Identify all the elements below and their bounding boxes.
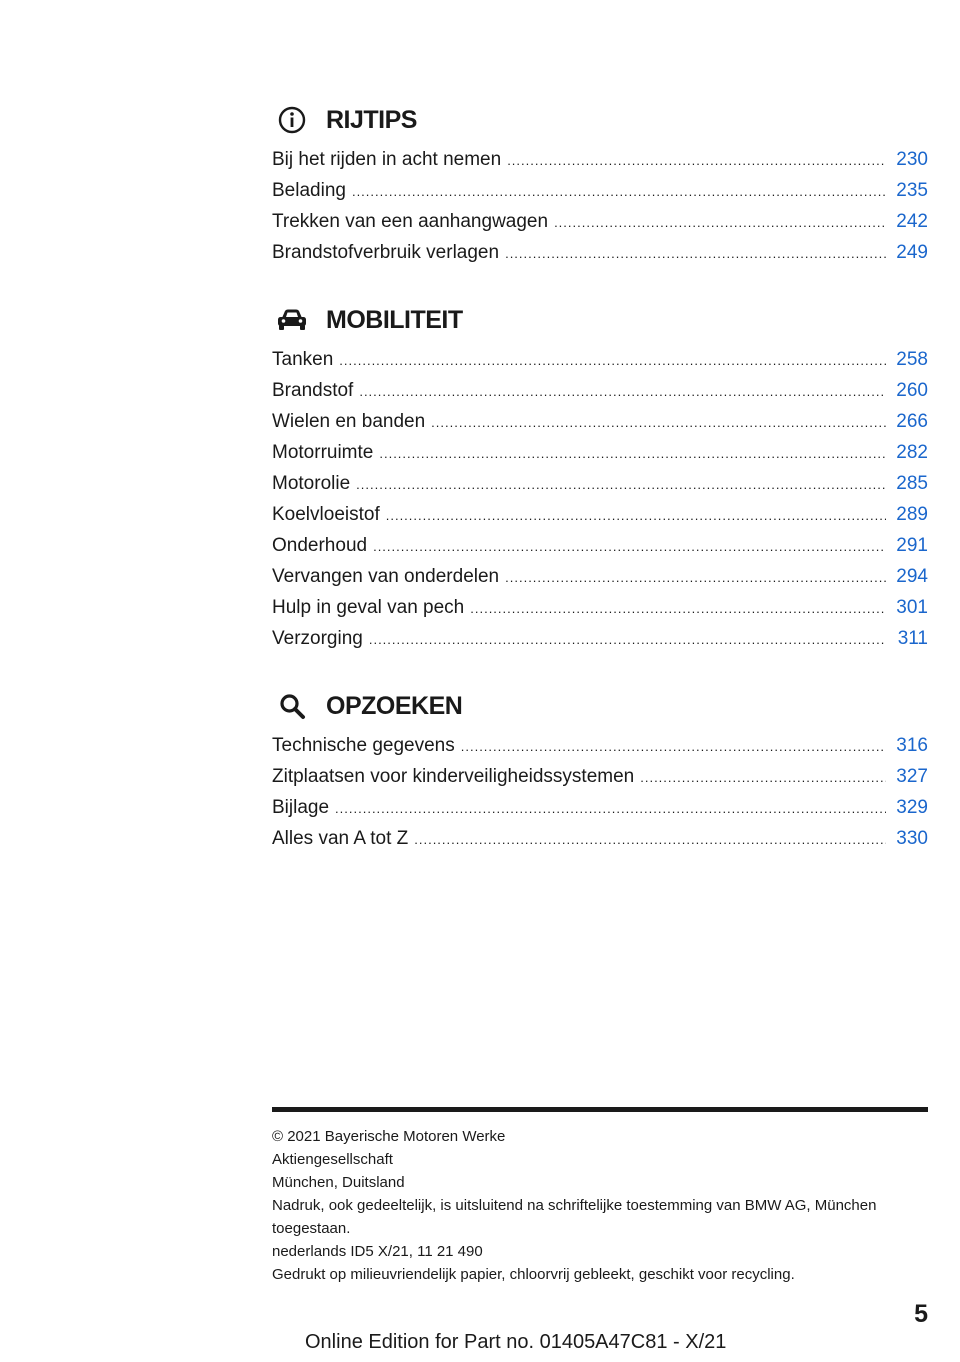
toc-page-link[interactable]: 285: [896, 473, 928, 494]
section-header: [272, 300, 928, 340]
dot-leader: [414, 824, 886, 855]
dot-leader: [369, 624, 886, 655]
toc-page-link[interactable]: 282: [896, 442, 928, 463]
dot-leader: [505, 562, 886, 593]
toc-entry-label: Technische gegevens: [272, 735, 455, 756]
car-icon: [272, 300, 312, 340]
dot-leader: [431, 407, 886, 438]
toc-entry[interactable]: [272, 344, 928, 375]
toc-page-link[interactable]: 311: [897, 628, 928, 649]
imprint-company: Aktiengesellschaft: [272, 1151, 393, 1168]
dot-leader: [640, 762, 886, 793]
section-mobiliteit: [272, 300, 928, 654]
toc-entry-label: Bijlage: [272, 797, 330, 818]
toc-entry-label: Trekken van een aanhangwagen: [272, 211, 549, 232]
toc-entry[interactable]: [272, 437, 928, 468]
dot-leader: [461, 731, 886, 762]
info-icon: [272, 100, 312, 140]
toc-entry[interactable]: [272, 375, 928, 406]
toc-entry-label: Vervangen van onderdelen: [272, 566, 500, 587]
imprint: [272, 1125, 928, 1286]
toc-entry-label: Motorruimte: [272, 442, 374, 463]
toc-entry[interactable]: [272, 237, 928, 268]
toc-entry[interactable]: [272, 623, 928, 654]
imprint-notice: Nadruk, ook gedeeltelijk, is uitsluitend na schriftelijke toestemming van BMW AG, München toegestaan.: [272, 1197, 877, 1237]
section-header: [272, 686, 928, 726]
toc-entry[interactable]: [272, 144, 928, 175]
toc-entry-label: Tanken: [272, 349, 334, 370]
toc-page-link[interactable]: 301: [896, 597, 928, 618]
dot-leader: [470, 593, 886, 624]
imprint-paper: Gedrukt op milieuvriendelijk papier, chloorvrij gebleekt, geschikt voor recycling.: [272, 1266, 795, 1283]
toc-entry-label: Verzorging: [272, 628, 363, 649]
dot-leader: [505, 238, 886, 269]
imprint-copyright: © 2021 Bayerische Motoren Werke: [272, 1128, 506, 1145]
section-opzoeken: [272, 686, 928, 854]
toc-entry-label: Alles van A tot Z: [272, 828, 409, 849]
table-of-contents: [272, 100, 928, 886]
toc-page-link[interactable]: 316: [896, 735, 928, 756]
imprint-location: München, Duitsland: [272, 1174, 405, 1191]
toc-entry-label: Hulp in geval van pech: [272, 597, 465, 618]
toc-entry-label: Onderhoud: [272, 535, 368, 556]
dot-leader: [507, 145, 886, 176]
toc-entry[interactable]: [272, 530, 928, 561]
toc-entry[interactable]: [272, 823, 928, 854]
dot-leader: [335, 793, 886, 824]
search-icon: [272, 686, 312, 726]
footer-divider: [272, 1107, 928, 1112]
toc-page-link[interactable]: 258: [896, 349, 928, 370]
toc-entry-label: Motorolie: [272, 473, 351, 494]
section-title: OPZOEKEN: [326, 691, 463, 720]
dot-leader: [554, 207, 886, 238]
toc-entry[interactable]: [272, 206, 928, 237]
toc-entry[interactable]: [272, 730, 928, 761]
toc-entry-label: Zitplaatsen voor kinderveiligheidssystemen: [272, 766, 635, 787]
section-header: [272, 100, 928, 140]
toc-page-link[interactable]: 330: [896, 828, 928, 849]
toc-page-link[interactable]: 235: [896, 180, 928, 201]
toc-entry-label: Brandstofverbruik verlagen: [272, 242, 500, 263]
toc-page-link[interactable]: 329: [896, 797, 928, 818]
toc-entry[interactable]: [272, 761, 928, 792]
toc-page-link[interactable]: 266: [896, 411, 928, 432]
toc-entry[interactable]: [272, 592, 928, 623]
toc-entry-label: Belading: [272, 180, 346, 201]
section-title: RIJTIPS: [326, 105, 417, 134]
section-title: MOBILITEIT: [326, 305, 463, 334]
toc-page-link[interactable]: 260: [896, 380, 928, 401]
toc-entry[interactable]: [272, 406, 928, 437]
toc-entry-label: Brandstof: [272, 380, 354, 401]
toc-entry-label: Koelvloeistof: [272, 504, 380, 525]
dot-leader: [379, 438, 886, 469]
toc-page-link[interactable]: 291: [896, 535, 928, 556]
page-number: 5: [914, 1300, 928, 1328]
toc-page-link[interactable]: 289: [896, 504, 928, 525]
toc-page-link[interactable]: 242: [896, 211, 928, 232]
dot-leader: [386, 500, 886, 531]
toc-page-link[interactable]: 230: [896, 149, 928, 170]
toc-page-link[interactable]: 327: [896, 766, 928, 787]
imprint-edition: nederlands ID5 X/21, 11 21 490: [272, 1243, 483, 1260]
toc-entry[interactable]: [272, 499, 928, 530]
toc-entry[interactable]: [272, 468, 928, 499]
dot-leader: [339, 345, 886, 376]
toc-entry-label: Wielen en banden: [272, 411, 426, 432]
toc-entry[interactable]: [272, 792, 928, 823]
dot-leader: [359, 376, 886, 407]
dot-leader: [352, 176, 886, 207]
toc-entry[interactable]: [272, 561, 928, 592]
toc-entry-label: Bij het rijden in acht nemen: [272, 149, 502, 170]
section-rijtips: [272, 100, 928, 268]
dot-leader: [356, 469, 886, 500]
online-edition-watermark: Online Edition for Part no. 01405A47C81 - X/21: [305, 1331, 727, 1353]
toc-entry[interactable]: [272, 175, 928, 206]
toc-page-link[interactable]: 294: [896, 566, 928, 587]
toc-page-link[interactable]: 249: [896, 242, 928, 263]
dot-leader: [373, 531, 886, 562]
